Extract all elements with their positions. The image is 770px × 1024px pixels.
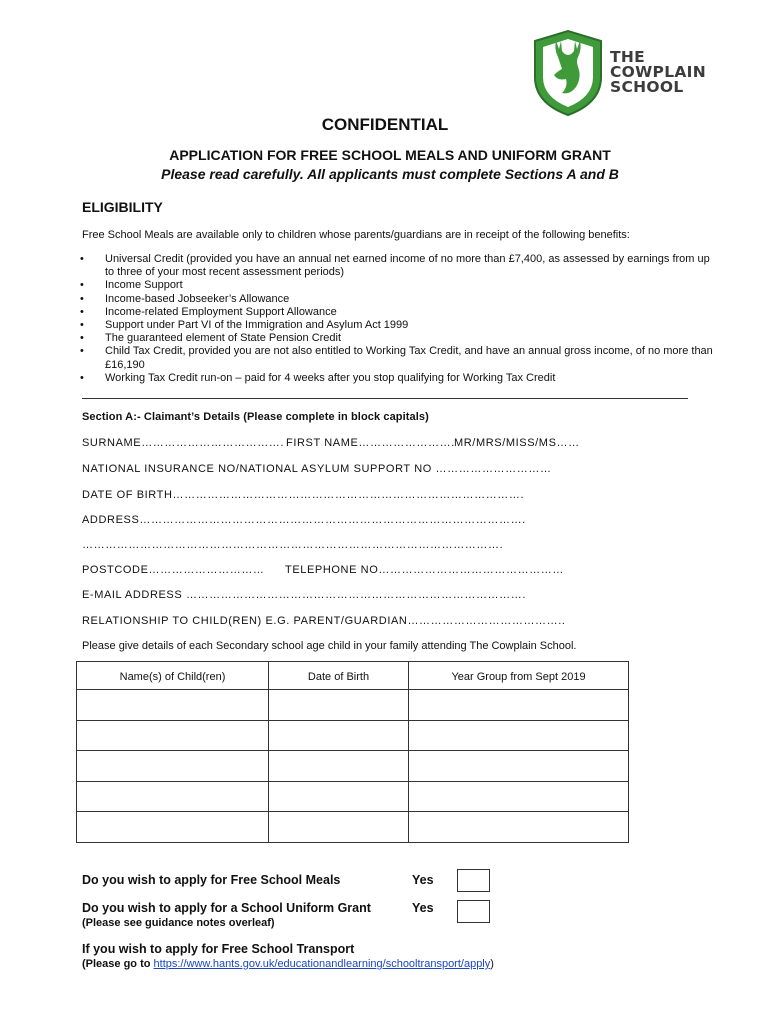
title-field[interactable]: MR/MRS/MISS/MS…… <box>454 437 580 449</box>
child-name-cell[interactable] <box>77 690 269 721</box>
date-of-birth-field[interactable]: DATE OF BIRTH………………………………………………………………………………. <box>82 489 525 501</box>
postcode-field[interactable]: POSTCODE………………………… <box>82 564 265 576</box>
transport-note <box>82 958 494 970</box>
child-dob-cell[interactable] <box>269 812 409 843</box>
eligibility-heading: ELIGIBILITY <box>82 199 163 215</box>
first-name-field[interactable]: FIRST NAME……………………. <box>286 437 455 449</box>
child-year-cell[interactable] <box>409 751 629 782</box>
child-dob-cell[interactable] <box>269 690 409 721</box>
child-name-cell[interactable] <box>77 751 269 782</box>
column-header: Name(s) of Child(ren) <box>77 662 269 690</box>
table-row <box>77 751 629 782</box>
form-subtitle: Please read carefully. All applicants must complete Sections A and B <box>161 166 619 182</box>
logo-line: SCHOOL <box>610 78 684 96</box>
transport-link[interactable]: https://www.hants.gov.uk/educationandlearning/schooltransport/apply <box>153 958 491 970</box>
list-item: • Working Tax Credit run-on – paid for 4 weeks after you stop qualifying for Working Tax Credit <box>80 372 720 385</box>
table-row <box>77 690 629 721</box>
form-title: APPLICATION FOR FREE SCHOOL MEALS AND UNIFORM GRANT <box>169 147 611 163</box>
table-row <box>77 812 629 843</box>
confidential-heading: CONFIDENTIAL <box>321 115 449 134</box>
meals-yes-checkbox[interactable] <box>457 869 490 892</box>
children-table <box>76 661 629 843</box>
table-row <box>77 781 629 812</box>
telephone-field[interactable]: TELEPHONE NO………………………………………… <box>285 564 564 576</box>
child-name-cell[interactable] <box>77 781 269 812</box>
list-item: • Universal Credit (provided you have an annual net earned income of no more than £7,400, as assessed by earnings from up to three of your most recent assessment periods) <box>80 253 720 279</box>
list-item: • The guaranteed element of State Pension Credit <box>80 332 720 345</box>
list-item: • Income-related Employment Support Allowance <box>80 306 720 319</box>
transport-note-prefix: (Please go to <box>82 958 154 970</box>
child-year-cell[interactable] <box>409 812 629 843</box>
logo-line: COWPLAIN <box>610 63 707 81</box>
list-item: • Child Tax Credit, provided you are not also entitled to Working Tax Credit, and have an annual gross income, of no more than £16,190 <box>80 345 720 371</box>
relationship-field[interactable]: RELATIONSHIP TO CHILD(REN) E.G. PARENT/GUARDIAN………………………………….. <box>82 615 566 627</box>
children-intro: Please give details of each Secondary school age child in your family attending The Cowplain School. <box>82 640 577 652</box>
address-field[interactable]: ADDRESS………………………………………………………………………………………. <box>82 514 526 526</box>
list-item: • Support under Part VI of the Immigration and Asylum Act 1999 <box>80 319 720 332</box>
ni-number-field[interactable]: NATIONAL INSURANCE NO/NATIONAL ASYLUM SUPPORT NO ………………………… <box>82 463 552 475</box>
child-name-cell[interactable] <box>77 720 269 751</box>
child-dob-cell[interactable] <box>269 781 409 812</box>
list-item: • Income-based Jobseeker’s Allowance <box>80 293 720 306</box>
meals-question: Do you wish to apply for Free School Meals <box>82 873 341 887</box>
child-year-cell[interactable] <box>409 781 629 812</box>
column-header: Date of Birth <box>269 662 409 690</box>
column-header: Year Group from Sept 2019 <box>409 662 629 690</box>
uniform-yes-label: Yes <box>412 901 434 915</box>
surname-field[interactable]: SURNAME………………………………. <box>82 437 285 449</box>
transport-note-suffix: ) <box>490 958 494 970</box>
section-divider <box>82 398 688 399</box>
email-field[interactable]: E-MAIL ADDRESS ……………………………………………………………………………. <box>82 589 527 601</box>
address-line-2-field[interactable]: ………………………………………………………………………………………………. <box>82 539 504 551</box>
logo-line: THE <box>610 48 646 66</box>
uniform-question: Do you wish to apply for a School Uniform Grant <box>82 901 371 915</box>
list-item: • Income Support <box>80 279 720 292</box>
uniform-note: (Please see guidance notes overleaf) <box>82 917 275 929</box>
child-year-cell[interactable] <box>409 690 629 721</box>
transport-question: If you wish to apply for Free School Transport <box>82 942 355 956</box>
child-name-cell[interactable] <box>77 812 269 843</box>
table-row <box>77 720 629 751</box>
child-year-cell[interactable] <box>409 720 629 751</box>
child-dob-cell[interactable] <box>269 720 409 751</box>
table-header-row <box>77 662 629 690</box>
meals-yes-label: Yes <box>412 873 434 887</box>
logo-wordmark <box>610 50 706 95</box>
child-dob-cell[interactable] <box>269 751 409 782</box>
uniform-yes-checkbox[interactable] <box>457 900 490 923</box>
benefits-list <box>80 253 720 385</box>
section-a-heading: Section A:- Claimant’s Details (Please complete in block capitals) <box>82 411 429 423</box>
eligibility-intro: Free School Meals are available only to children whose parents/guardians are in receipt of the following benefits: <box>82 229 630 241</box>
